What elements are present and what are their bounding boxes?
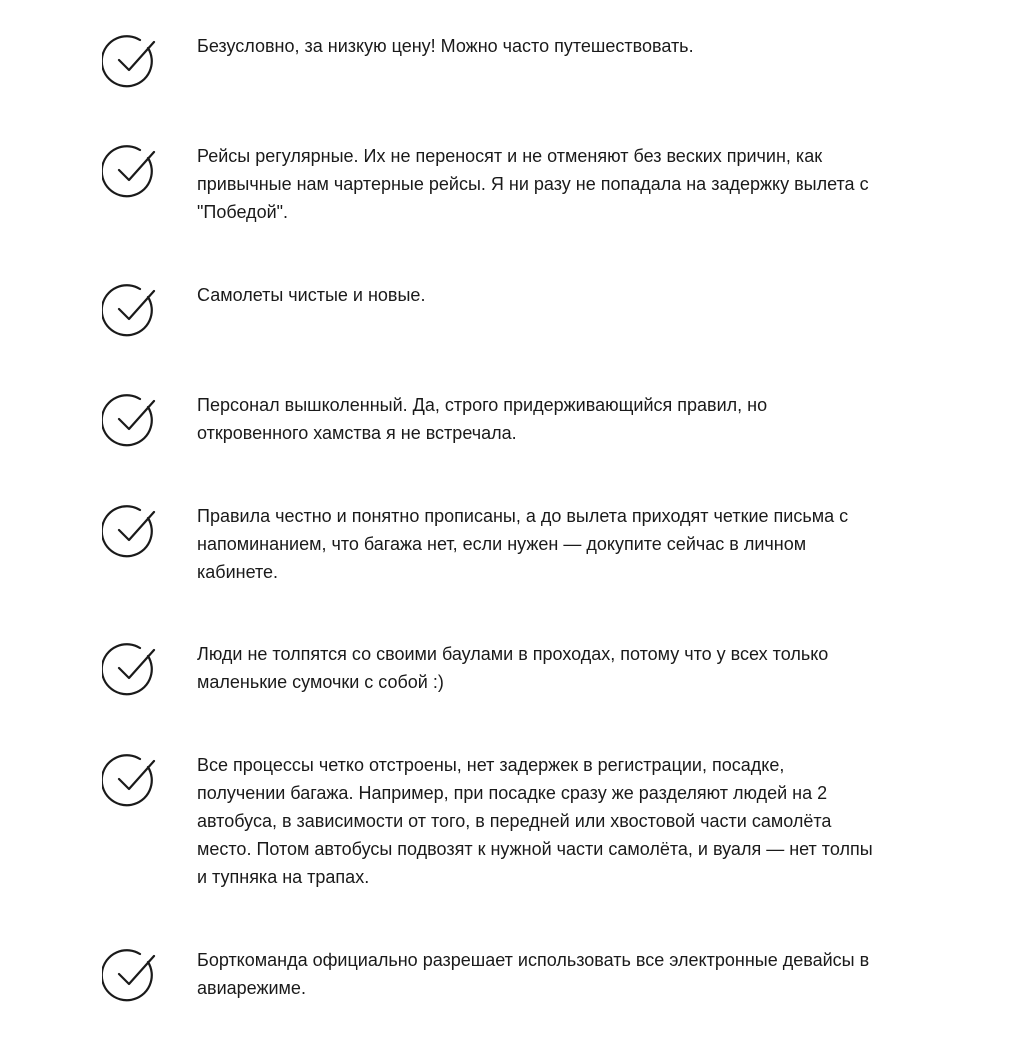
list-item-text: Персонал вышколенный. Да, строго придерживающийся правил, но откровенного хамства я не встречала. xyxy=(197,395,768,443)
check-circle-icon xyxy=(102,281,160,339)
list-item-text: Самолеты чистые и новые. xyxy=(197,285,426,305)
list-item-text: Правила честно и понятно прописаны, а до вылета приходят четкие письма с напоминанием, что багажа нет, если нужен — докупите сейчас в личном кабинете. xyxy=(197,506,849,582)
list-item-text: Безусловно, за низкую цену! Можно часто путешествовать. xyxy=(197,36,694,56)
check-circle-icon xyxy=(102,751,160,809)
list-item-text: Рейсы регулярные. Их не переносят и не отменяют без веских причин, как привычные нам чартерные рейсы. Я ни разу не попадала на задержку вылета с "Победой". xyxy=(197,146,869,222)
check-circle-icon xyxy=(102,640,160,698)
list-item-text: Борткоманда официально разрешает использовать все электронные девайсы в авиарежиме. xyxy=(197,950,870,998)
check-circle-icon xyxy=(102,391,160,449)
check-circle-icon xyxy=(102,142,160,200)
list-item-text: Люди не толпятся со своими баулами в проходах, потому что у всех только маленькие сумочки с собой :) xyxy=(197,644,829,692)
check-circle-icon xyxy=(102,32,160,90)
list-item-text: Все процессы четко отстроены, нет задержек в регистрации, посадке, получении багажа. Например, при посадке сразу же разделяют людей на 2 автобуса, в зависимости от того, в передней или хвостовой части самолёта место. Потом автобусы подвозят к нужной части самолёта, и вуаля — нет толпы и тупняка на трапах. xyxy=(197,755,873,887)
check-circle-icon xyxy=(102,502,160,560)
check-circle-icon xyxy=(102,946,160,1004)
